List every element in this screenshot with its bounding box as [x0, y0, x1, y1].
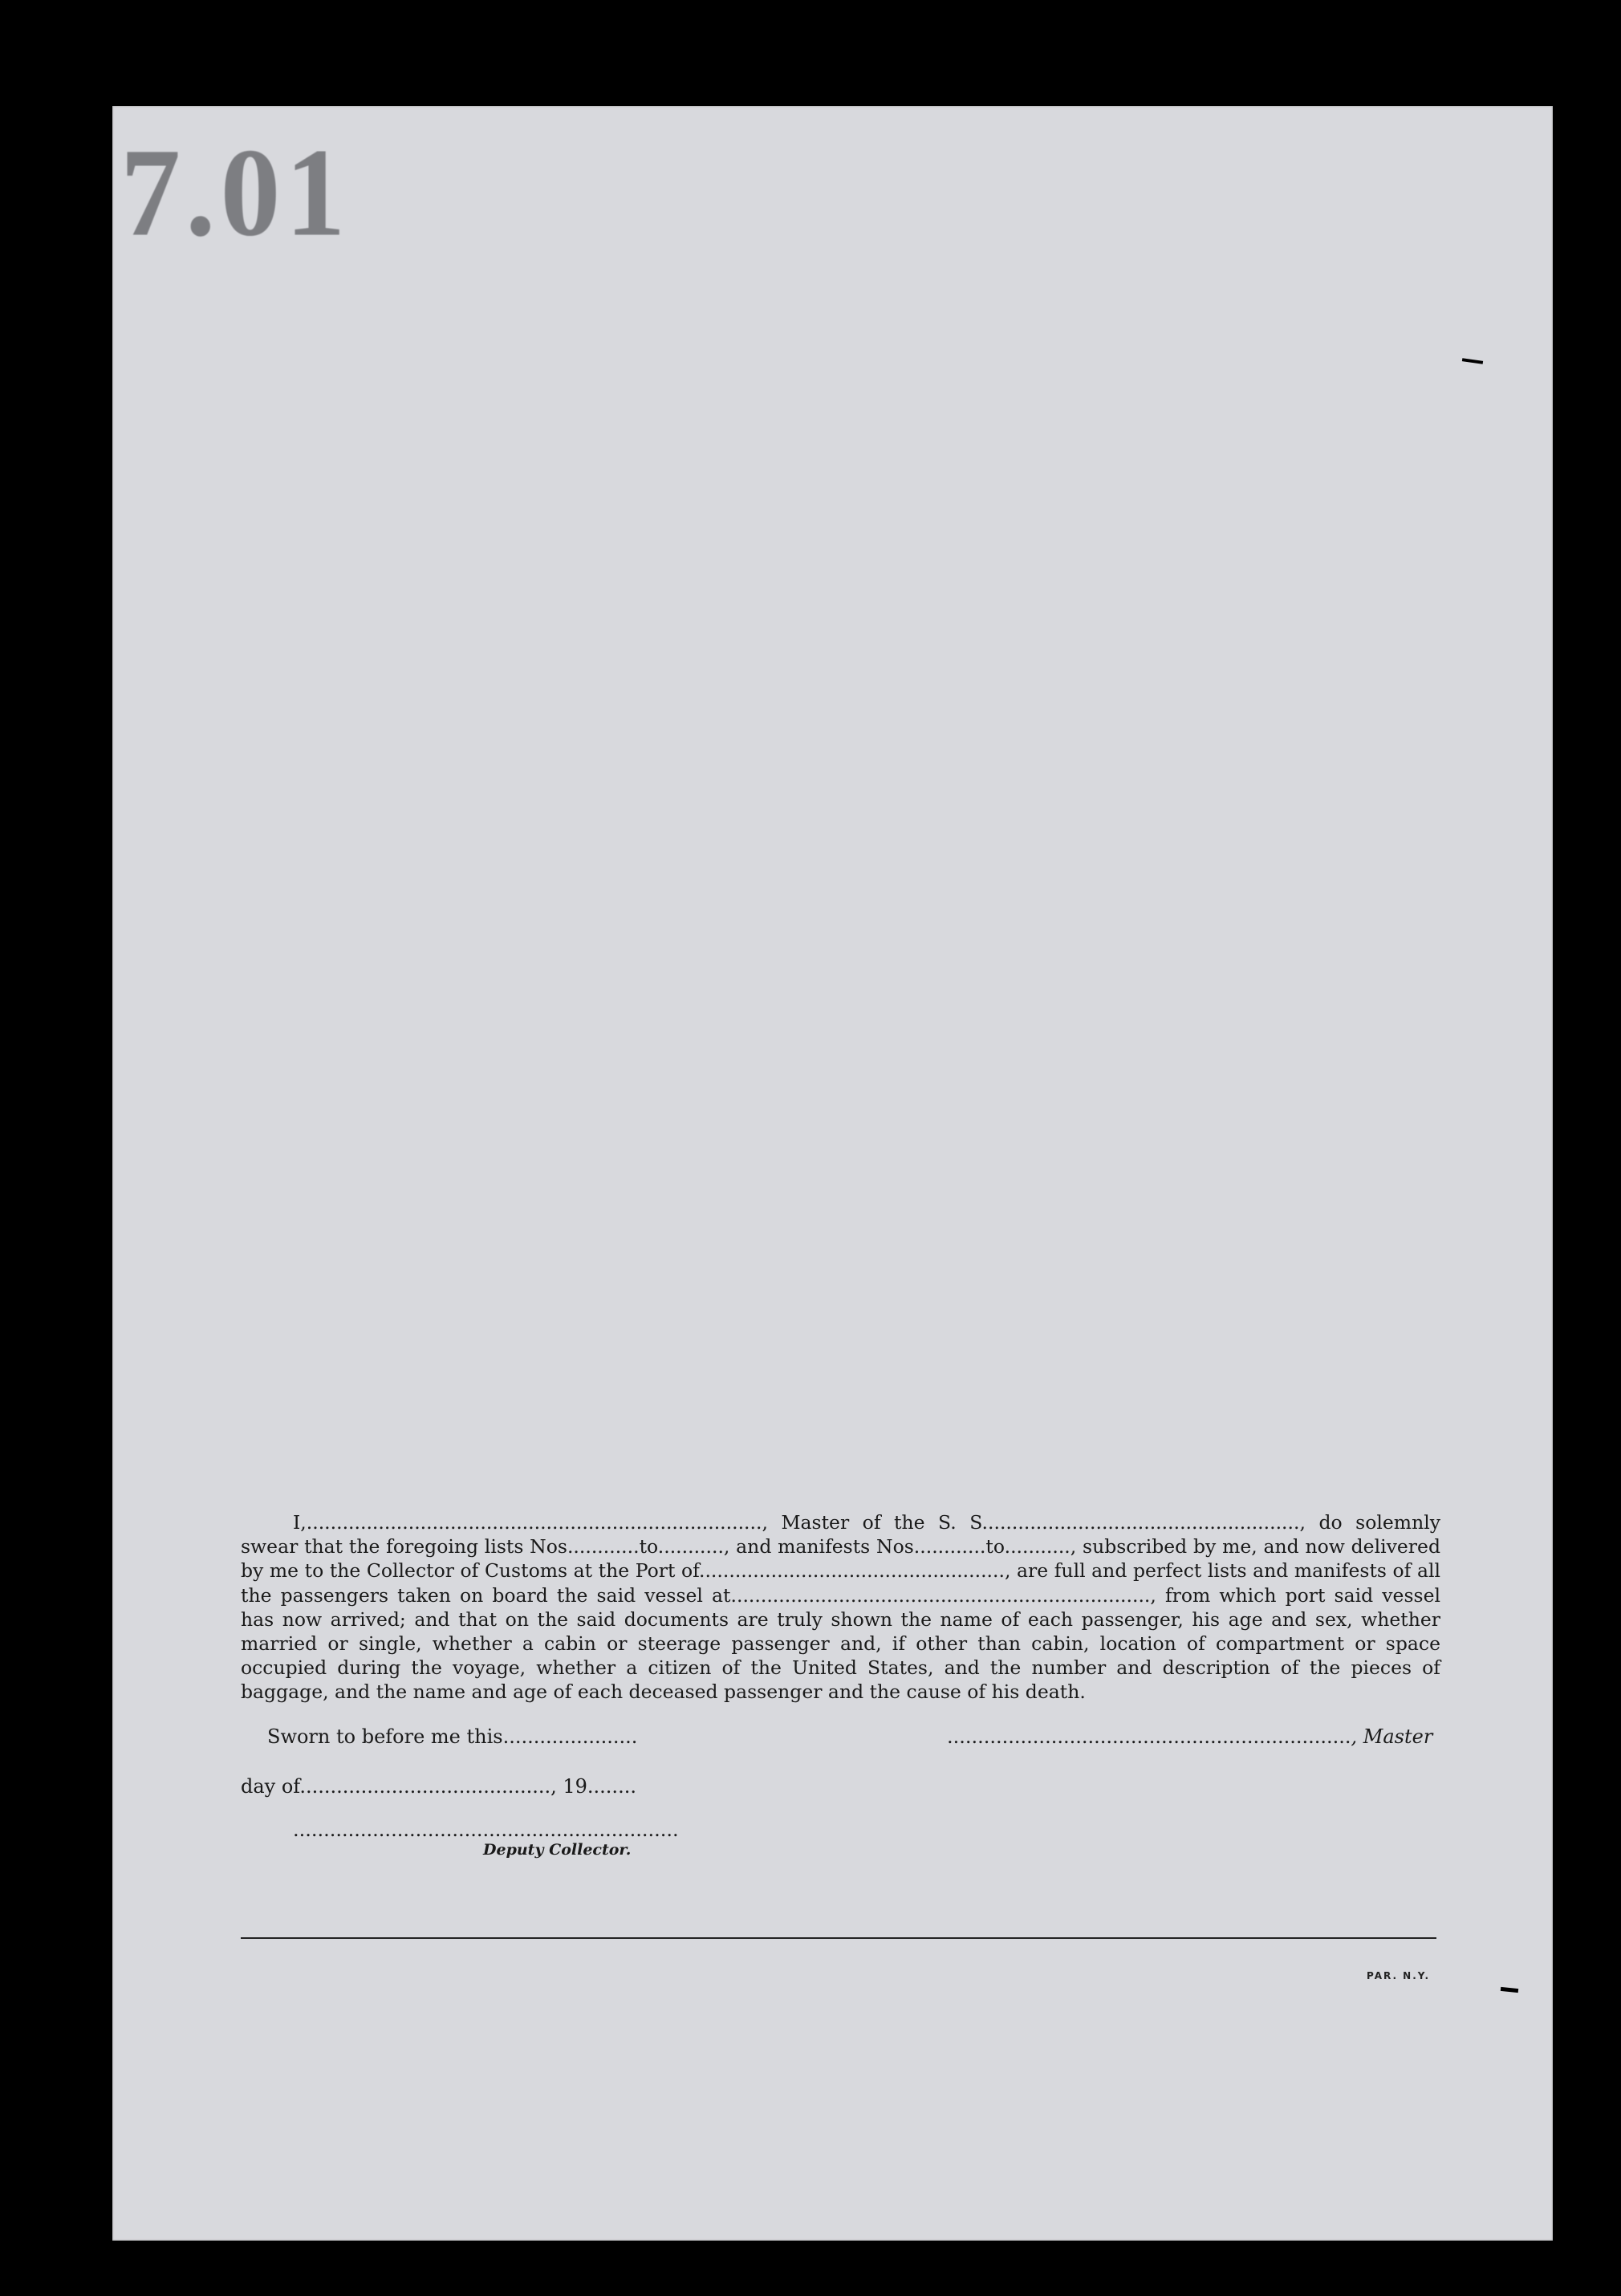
page-number-stamp: 7.01: [120, 122, 351, 263]
oath-paragraph: I,............................................................................, Master of the S. S....................................................., do solemnly swear that the foregoing lists Nos............to..........., and manifests Nos............to..........., subscribed by me, and now delivered by me to the Collector of Customs at the Port of..................................................., are full and perfect lists and manifests of all the passengers taken on board the said vessel at......................................................................, from which port said vessel has now arrived; and that on the said documents are truly shown the name of each passenger, his age and sex, whether married or single, whether a cabin or steerage passenger and, if other than cabin, location of compartment or space occupied during the voyage, whether a citizen of the United States, and the number and description of the pieces of baggage, and the name and age of each deceased passenger and the cause of his death.: [241, 1511, 1440, 1704]
master-dots: ..................................................................: [947, 1725, 1351, 1748]
horizontal-rule: [241, 1937, 1436, 1939]
master-signature-line: [947, 1725, 1432, 1748]
document-page: [112, 106, 1553, 2241]
day-of-line: day of........................................., 19........: [241, 1775, 636, 1798]
deputy-collector-label: Deputy Collector.: [483, 1841, 632, 1859]
master-label: , Master: [1351, 1725, 1433, 1748]
deputy-signature-dots: ...............................................................: [293, 1819, 679, 1841]
sworn-line: Sworn to before me this......................: [267, 1725, 638, 1748]
printer-mark: PAR. N.Y.: [1367, 1970, 1431, 1981]
